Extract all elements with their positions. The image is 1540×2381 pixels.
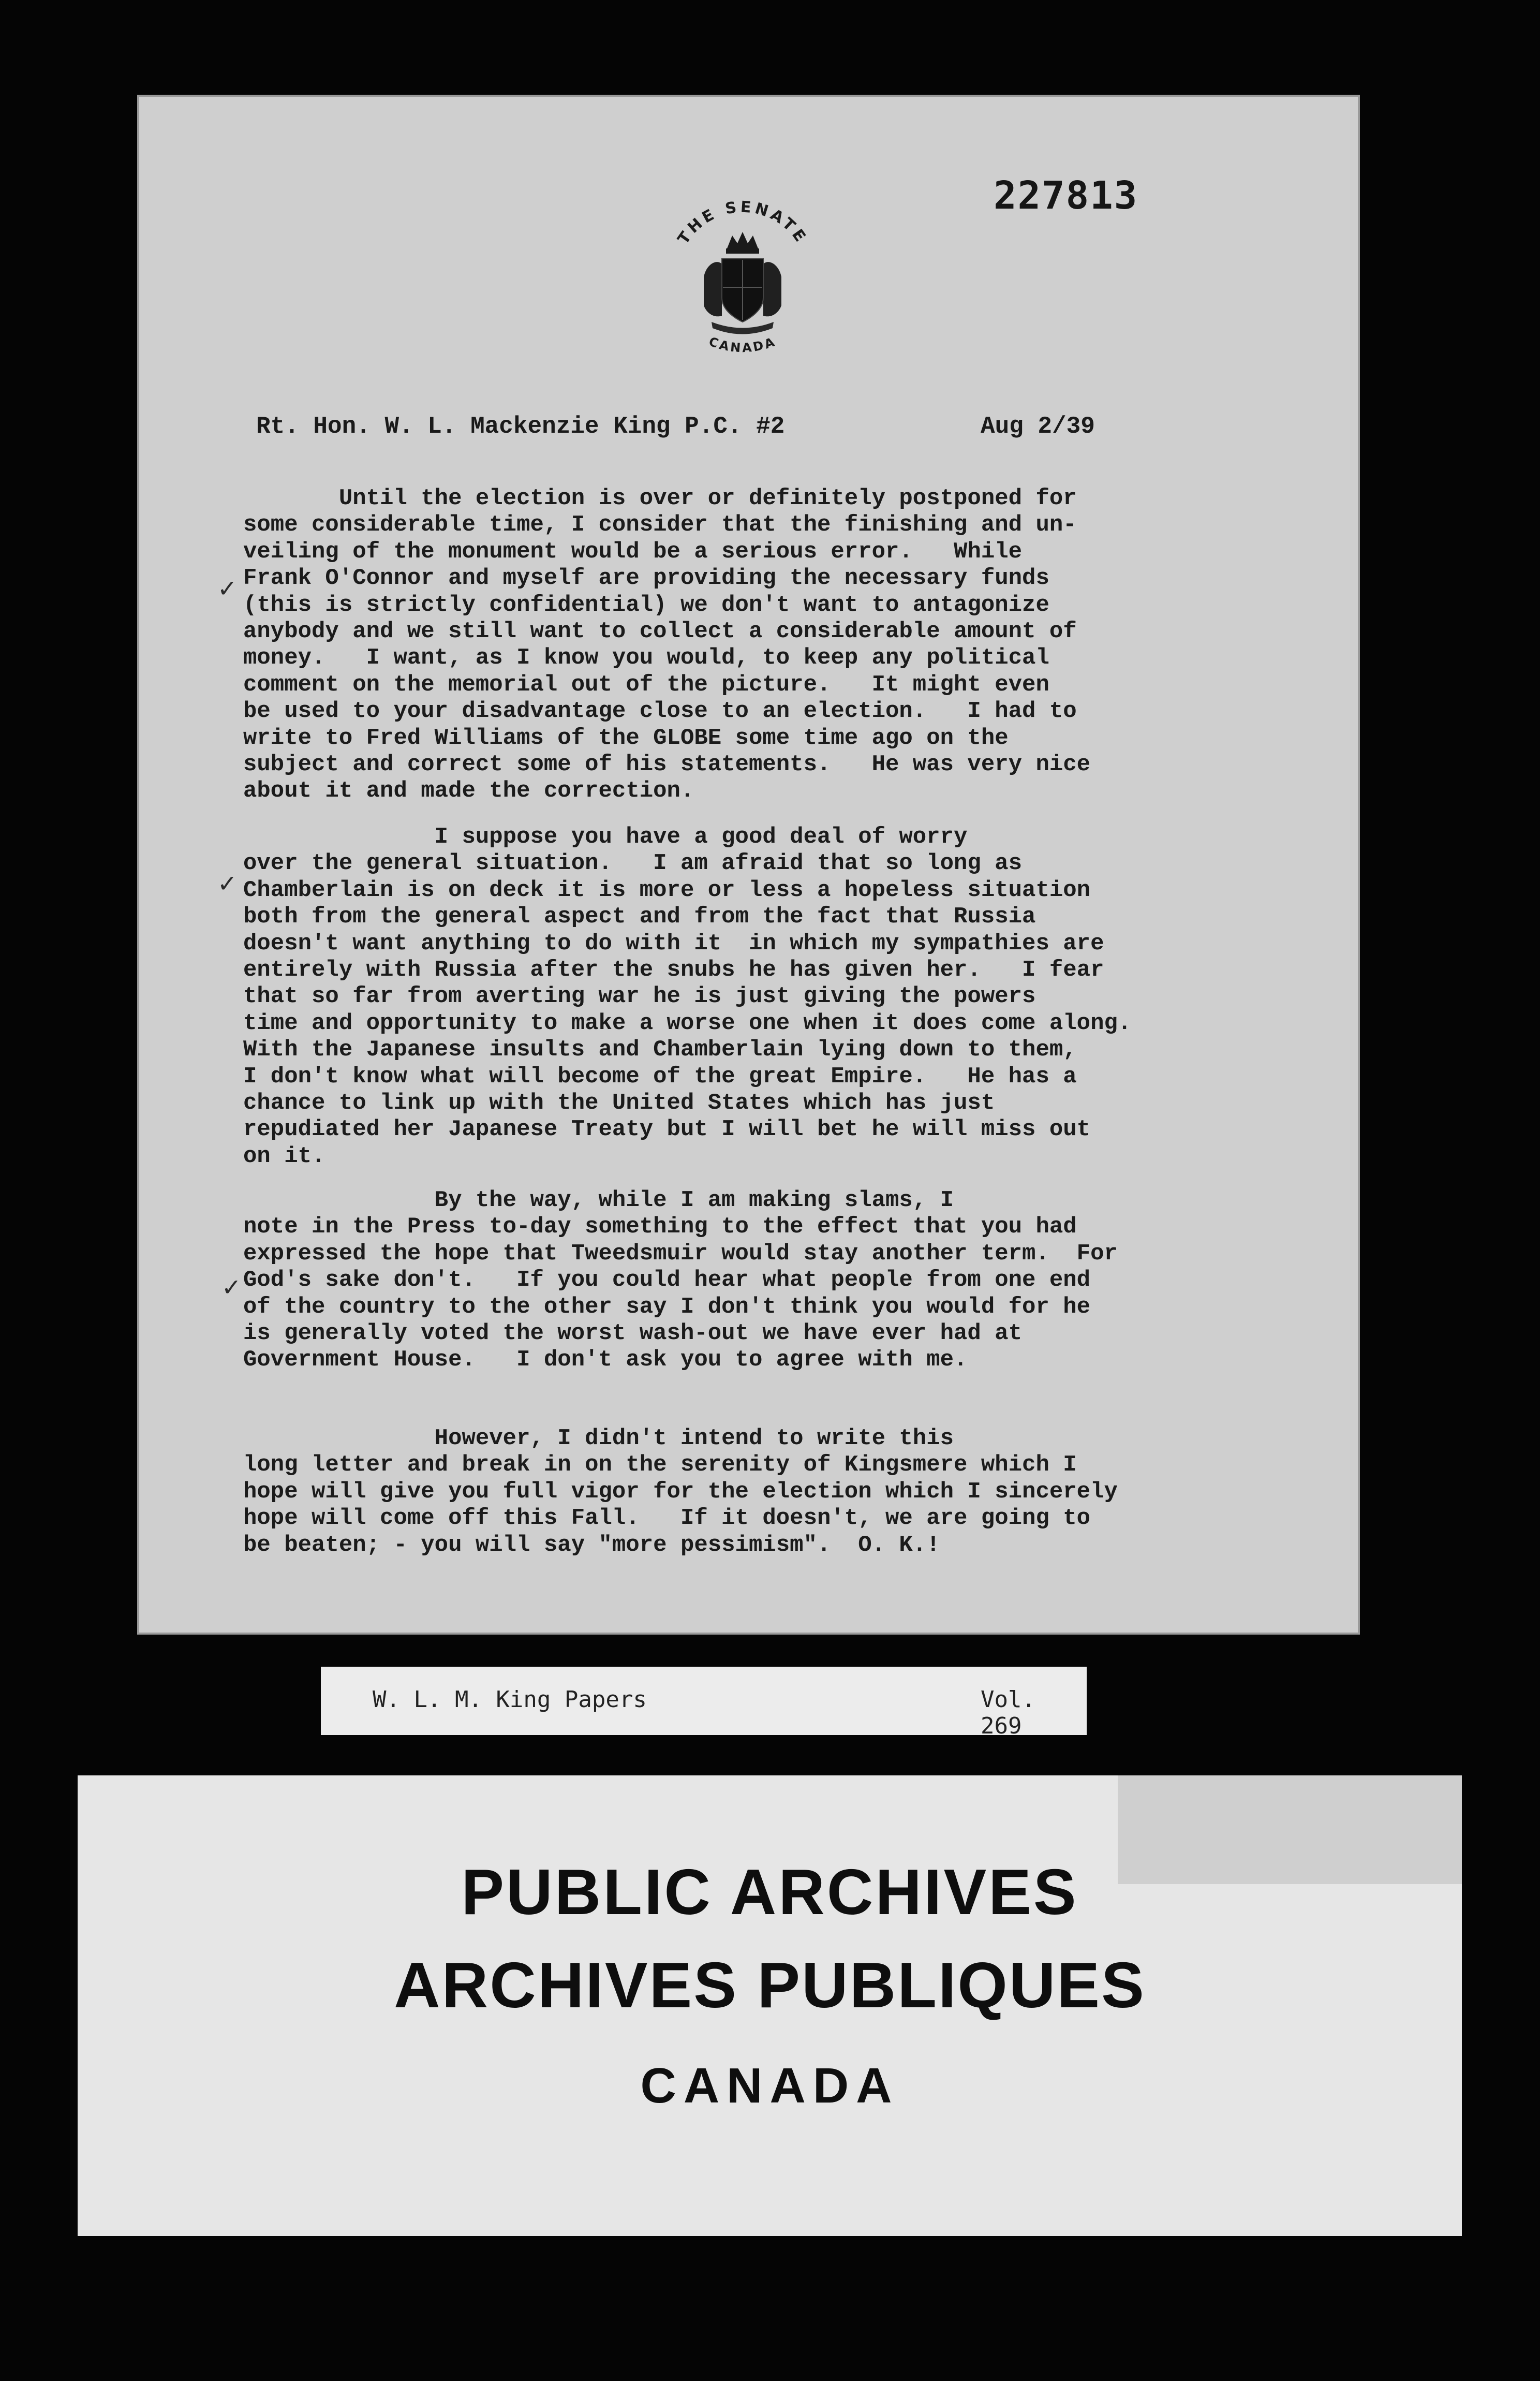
addressee-line: Rt. Hon. W. L. Mackenzie King P.C. #2 (256, 413, 785, 440)
letter-date: Aug 2/39 (981, 413, 1095, 440)
archive-title-french: ARCHIVES PUBLIQUES (394, 1950, 1146, 2021)
check-mark-icon: ✓ (217, 870, 238, 898)
check-mark-icon: ✓ (221, 1273, 242, 1301)
check-mark-icon: ✓ (217, 575, 238, 602)
archive-country: CANADA (640, 2058, 899, 2113)
document-number: 227813 (994, 173, 1138, 218)
collection-label (321, 1667, 1087, 1739)
crest-bottom-text: CANADA (707, 334, 778, 356)
crest-top-text: THE SENATE (674, 198, 811, 248)
paragraph-2: I suppose you have a good deal of worry over the general situation. I am afraid that so long as Chamberlain is on deck it is more or less a hopeless situation both from the general aspect and from the fact that Russia doesn't want anything to do with it in which my sympathies are entirely with Russia after the snubs he has given her. I fear that so far from averting war he is just giving the powers time and opportunity to make a worse one when it does come along. With the Japanese insults and Chamberlain lying down to them, I don't know what will become of the great Empire. He has a chance to link up with the United States which has just repudiated her Japanese Treaty but I will bet he will miss out on it. (243, 824, 1132, 1169)
volume-number: Vol. 269 (981, 1686, 1035, 1739)
paragraph-4: However, I didn't intend to write this long letter and break in on the serenity of Kingsmere which I hope will give you full vigor for the election which I sincerely hope will come off this Fall. If it doesn't, we are going to be beaten; - you will say "more pessimism". O. K.! (243, 1425, 1118, 1558)
archive-card (78, 1775, 1462, 2236)
paragraph-3: By the way, while I am making slams, I note in the Press to-day something to the effect that you had expressed the hope that Tweedsmuir would stay another term. For God's sake don't. If you could hear what people from one end of the country to the other say I don't think you would for he is generally voted the worst wash-out we have ever had at Government House. I don't ask you to agree with me. (243, 1187, 1118, 1373)
archive-title-english: PUBLIC ARCHIVES (461, 1857, 1078, 1928)
svg-text:CANADA (707, 334, 778, 356)
senate-crest-icon (655, 186, 831, 383)
paragraph-1: Until the election is over or definitely postponed for some considerable time, I consider that the finishing and un- veiling of the monument would be a serious error. While Frank O'Connor and myself are providing the necessary funds (this is strictly confidential) we don't want to antagonize anybody and we still want to collect a considerable amount of money. I want, as I know you would, to keep any political comment on the memorial out of the picture. It might even be used to your disadvantage close to an election. I had to write to Fred Williams of the GLOBE some time ago on the subject and correct some of his statements. He was very nice about it and made the correction. (243, 486, 1091, 804)
collection-name: W. L. M. King Papers (373, 1686, 647, 1713)
